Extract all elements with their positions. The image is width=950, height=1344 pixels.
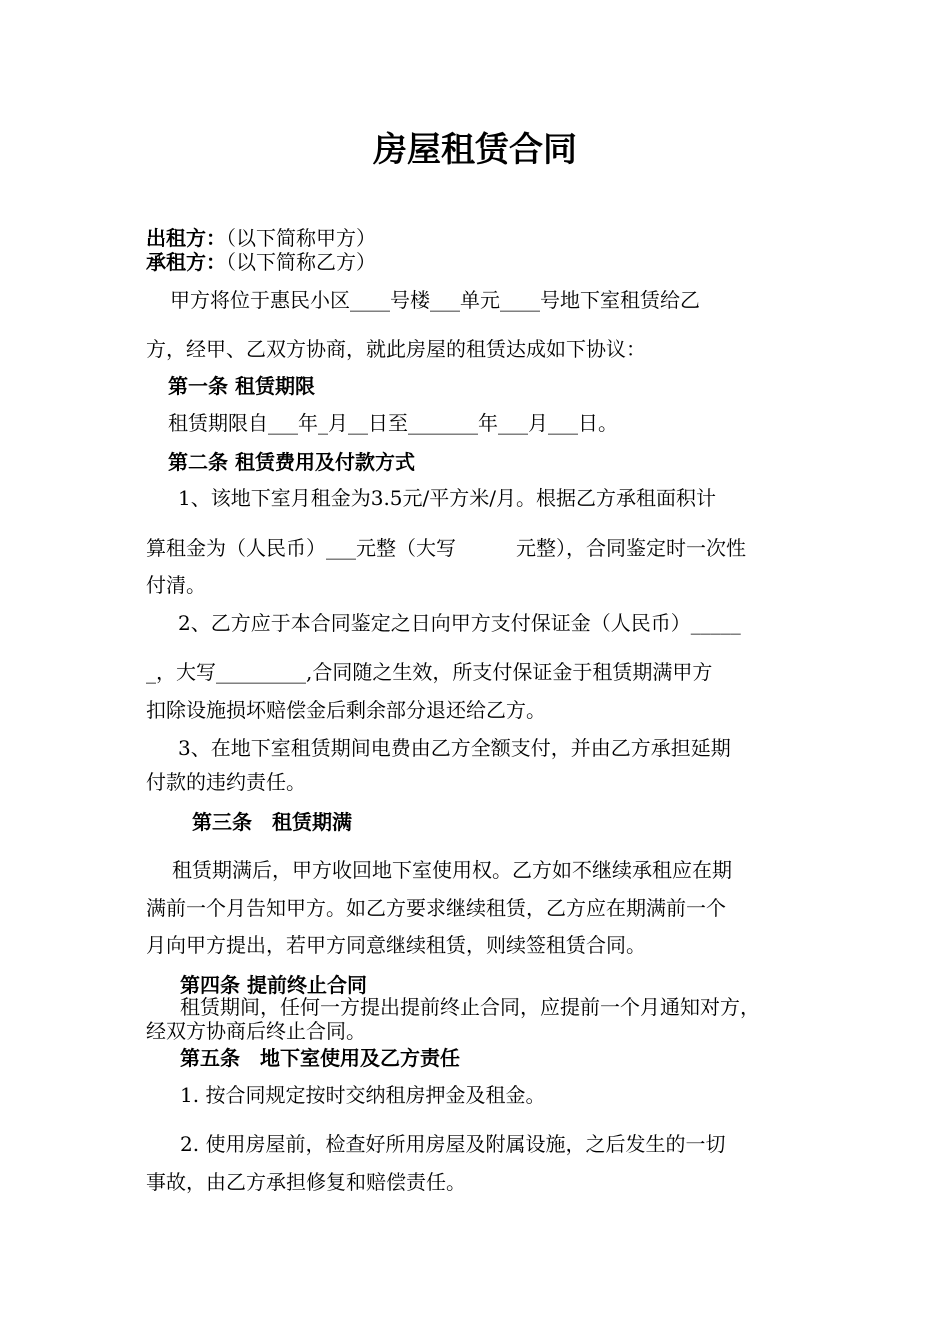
article-5-p1: 1. 按合同规定按时交纳租房押金及租金。 [180, 1083, 546, 1107]
lessor-note: （以下简称甲方） [226, 226, 376, 250]
article-2-p3-line-2: 付款的违约责任。 [146, 770, 306, 794]
article-2-p1-line-2: 算租金为（人民币）___元整（大写 元整），合同鉴定时一次性 [146, 536, 746, 560]
document-title: 房屋租赁合同 [373, 130, 577, 170]
article-4-line-2: 经双方协商后终止合同。 [146, 1019, 366, 1043]
lessee-line [146, 250, 376, 274]
article-2-p2-line-1: 2、乙方应于本合同鉴定之日向甲方支付保证金（人民币）_____ [178, 611, 741, 635]
article-5-p2-line-1: 2. 使用房屋前，检查好所用房屋及附属设施，之后发生的一切 [180, 1132, 726, 1156]
article-3-line-1: 租赁期满后，甲方收回地下室使用权。乙方如不继续承租应在期 [172, 858, 732, 882]
intro-line-1: 甲方将位于惠民小区____号楼___单元____号地下室租赁给乙 [170, 288, 700, 312]
article-2-p3-line-1: 3、在地下室租赁期间电费由乙方全额支付，并由乙方承担延期 [178, 736, 731, 760]
article-4-line-1: 租赁期间，任何一方提出提前终止合同，应提前一个月通知对方， [180, 995, 760, 1019]
article-3-heading: 第三条 租赁期满 [192, 810, 352, 834]
lessee-note: （以下简称乙方） [226, 250, 376, 274]
lessor-label: 出租方： [146, 226, 226, 250]
article-5-heading: 第五条 地下室使用及乙方责任 [180, 1046, 460, 1070]
article-2-p1-line-1: 1、该地下室月租金为3.5元/平方米/月。根据乙方承租面积计 [178, 486, 717, 510]
article-2-p1-line-3: 付清。 [146, 573, 206, 597]
lessor-line [146, 226, 376, 250]
article-4-heading: 第四条 提前终止合同 [180, 973, 367, 997]
article-5-p2-line-2: 事故，由乙方承担修复和赔偿责任。 [146, 1170, 466, 1194]
article-3-line-2: 满前一个月告知甲方。如乙方要求继续租赁，乙方应在期满前一个 [146, 896, 726, 920]
article-1-line-1: 租赁期限自___年_月__日至_______年___月___日。 [168, 411, 618, 435]
intro-line-2: 方，经甲、乙双方协商，就此房屋的租赁达成如下协议： [146, 337, 646, 361]
article-2-p2-line-3: 扣除设施损坏赔偿金后剩余部分退还给乙方。 [146, 698, 546, 722]
article-3-line-3: 月向甲方提出，若甲方同意继续租赁，则续签租赁合同。 [146, 933, 646, 957]
lessee-label: 承租方： [146, 250, 226, 274]
article-1-heading: 第一条 租赁期限 [168, 374, 315, 398]
article-2-p2-line-2: _，大写_________,合同随之生效，所支付保证金于租赁期满甲方 [146, 660, 713, 684]
article-2-heading: 第二条 租赁费用及付款方式 [168, 450, 415, 474]
